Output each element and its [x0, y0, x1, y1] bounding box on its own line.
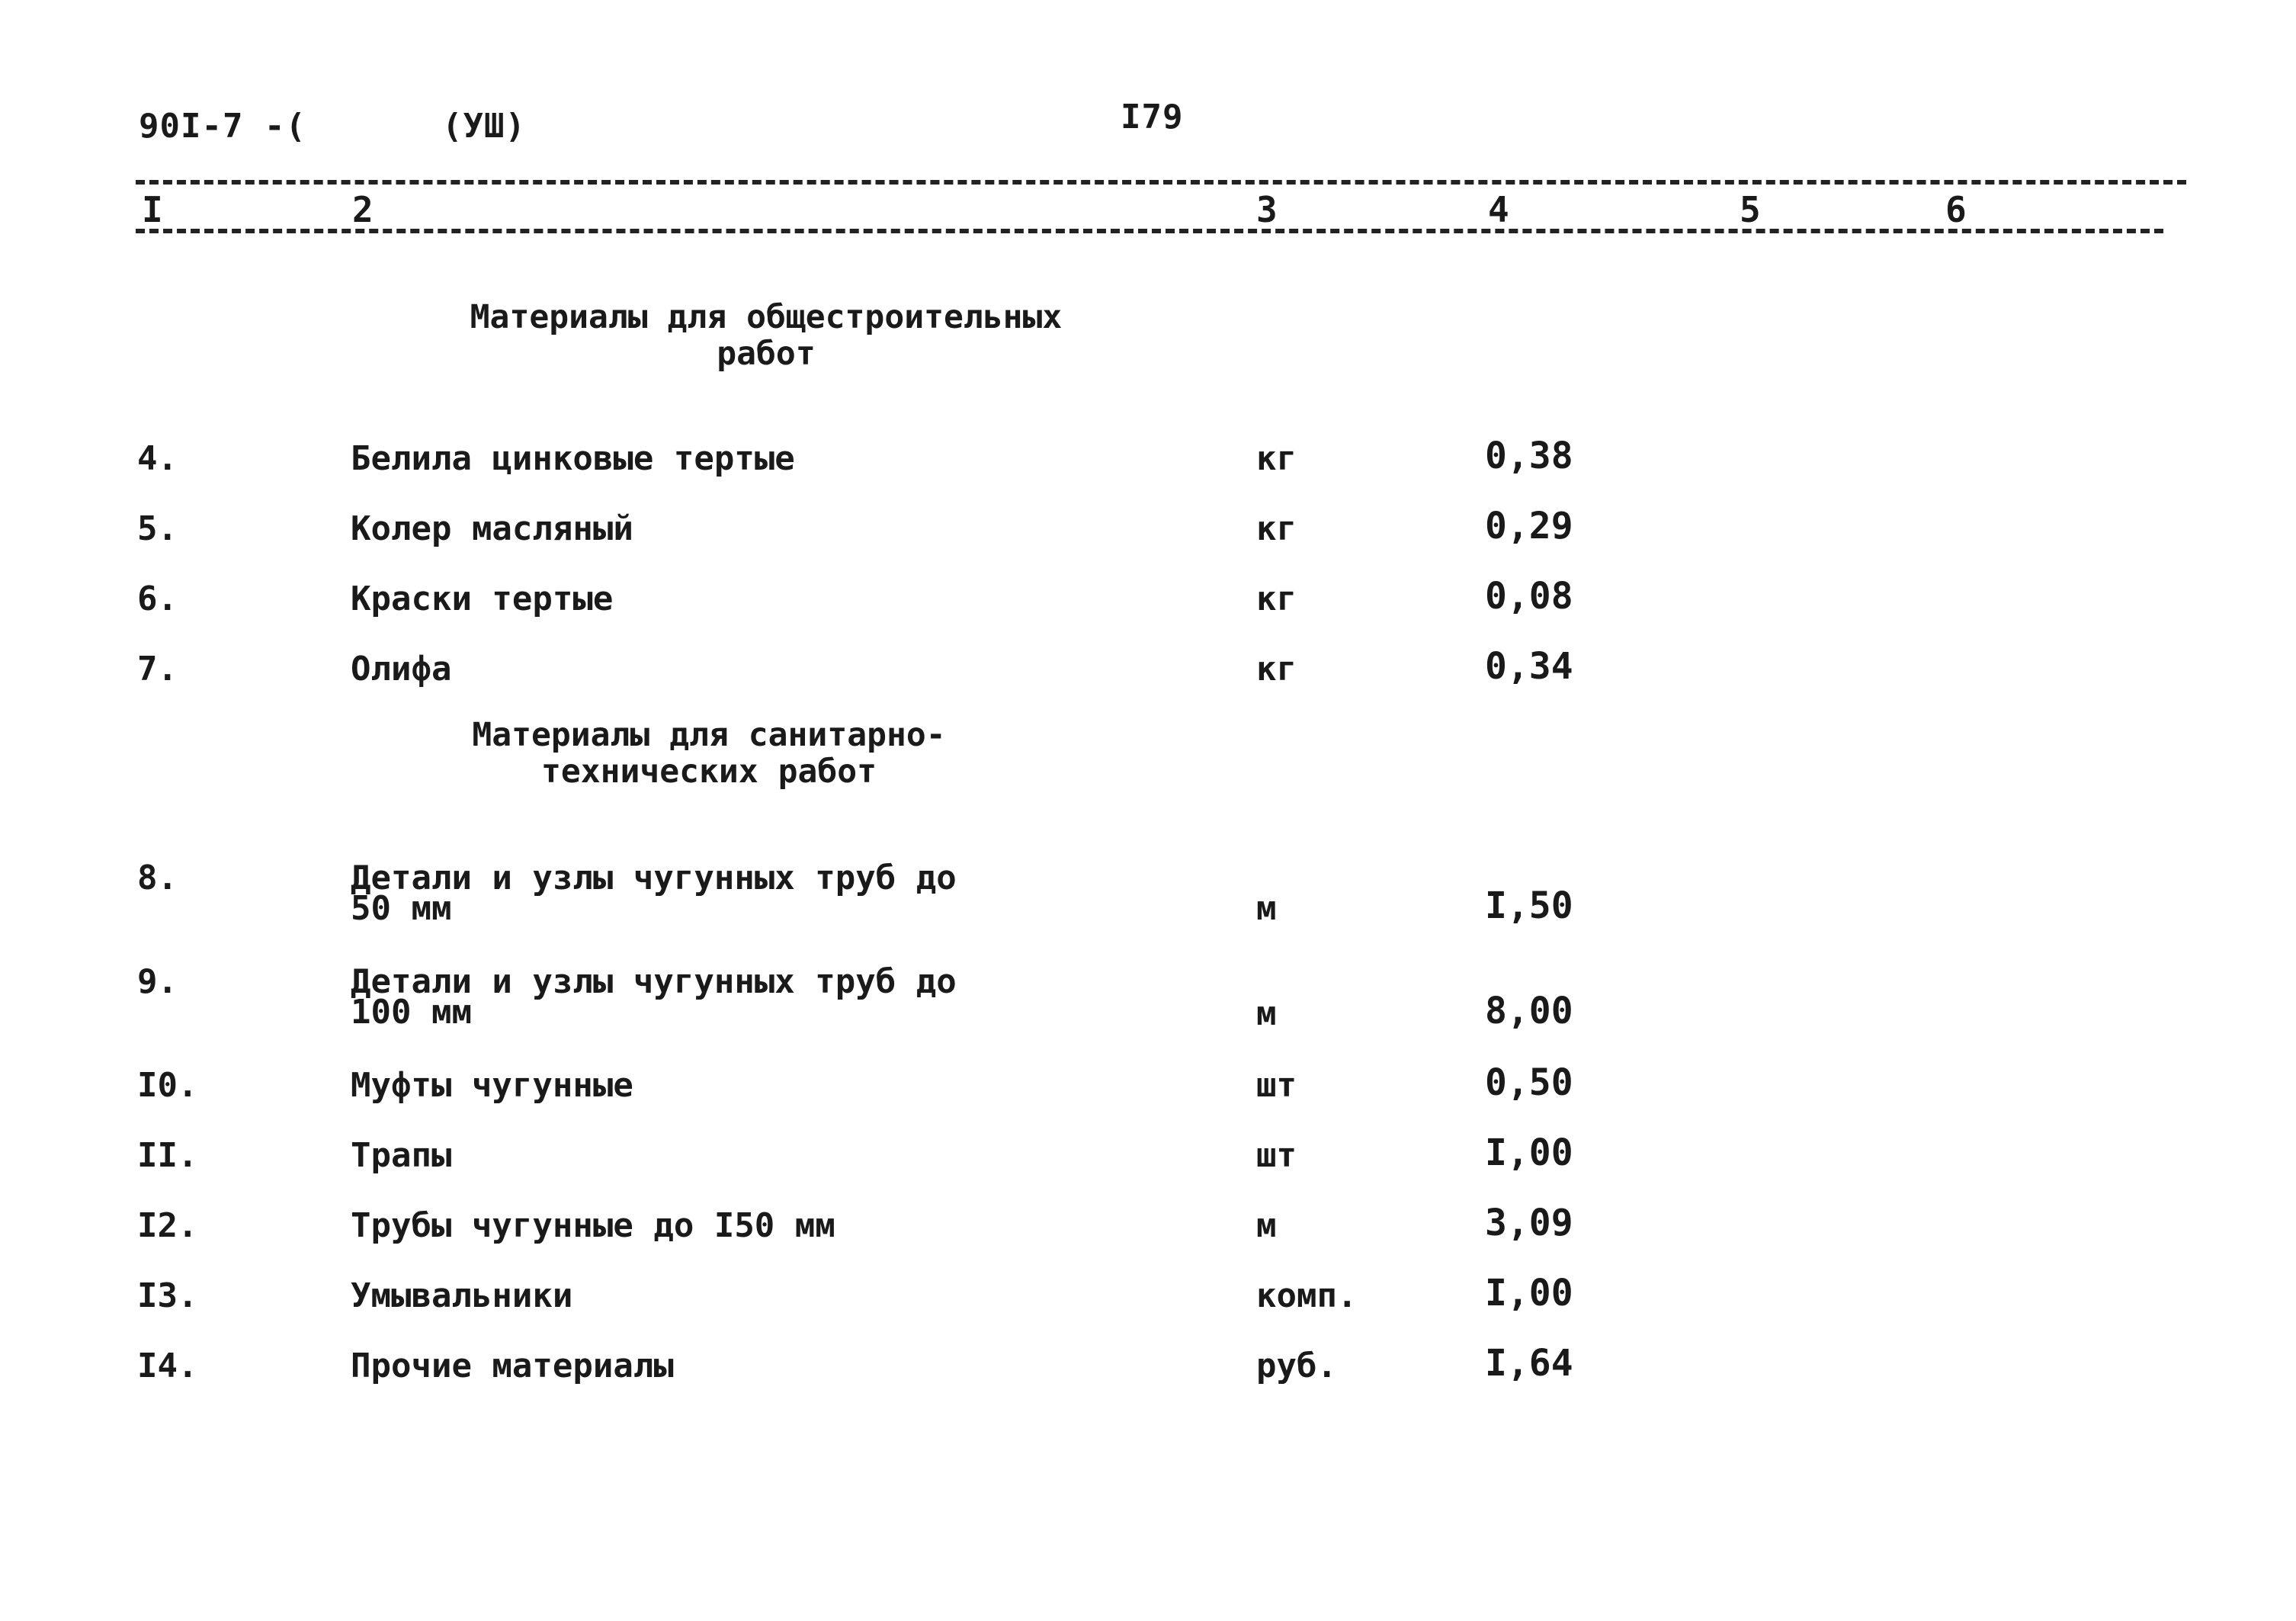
- section-heading-line: работ: [717, 335, 816, 373]
- row-unit: шт: [1256, 1136, 1297, 1175]
- row-unit: кг: [1256, 439, 1297, 478]
- row-number: I2.: [137, 1206, 198, 1245]
- section-heading-plumbing: [442, 717, 976, 790]
- row-quantity: 0,34: [1485, 645, 1573, 688]
- document-code: 90I-7 -(: [139, 107, 306, 146]
- row-material-name: Колер масляный: [351, 509, 633, 548]
- header-rule-bottom: [136, 229, 2163, 233]
- row-quantity: 3,09: [1485, 1202, 1573, 1244]
- row-unit: шт: [1256, 1066, 1297, 1105]
- row-unit: м: [1256, 1206, 1277, 1245]
- document-part: (УШ): [442, 107, 526, 146]
- column-number-6: 6: [1945, 189, 1967, 230]
- row-quantity: 8,00: [1485, 990, 1573, 1032]
- row-number: 5.: [137, 509, 178, 548]
- row-number: I3.: [137, 1276, 198, 1315]
- row-material-name: Умывальники: [351, 1276, 573, 1315]
- row-material-name: Краски тертые: [351, 579, 614, 618]
- row-quantity: 0,38: [1485, 435, 1573, 477]
- row-material-name: [351, 860, 957, 927]
- section-heading-line: Материалы для санитарно-: [472, 716, 946, 754]
- row-number: 8.: [137, 859, 178, 897]
- column-number-3: 3: [1256, 189, 1278, 230]
- row-unit: м: [1256, 994, 1277, 1033]
- row-material-name: Белила цинковые тертые: [351, 439, 795, 478]
- row-quantity: I,00: [1485, 1272, 1573, 1314]
- row-material-name-line: 50 мм: [351, 889, 452, 928]
- row-number: 4.: [137, 439, 178, 478]
- row-unit: м: [1256, 889, 1277, 928]
- row-number: I4.: [137, 1347, 198, 1385]
- page-number: I79: [1121, 98, 1184, 136]
- row-unit: кг: [1256, 579, 1297, 618]
- row-quantity: 0,29: [1485, 505, 1573, 547]
- row-material-name: Муфты чугунные: [351, 1066, 633, 1105]
- row-material-name: Прочие материалы: [351, 1347, 674, 1385]
- row-quantity: I,50: [1485, 884, 1573, 927]
- row-material-name: Трапы: [351, 1136, 452, 1175]
- row-number: I0.: [137, 1066, 198, 1105]
- row-material-name: Олифа: [351, 650, 452, 689]
- row-number: 9.: [137, 962, 178, 1001]
- row-material-name-line: 100 мм: [351, 993, 472, 1032]
- column-number-2: 2: [352, 189, 374, 230]
- column-number-1: I: [142, 189, 163, 230]
- row-material-name-line: Детали и узлы чугунных труб до: [351, 859, 957, 897]
- section-heading-line: Материалы для общестроительных: [470, 298, 1063, 336]
- row-number: 7.: [137, 650, 178, 689]
- row-quantity: I,00: [1485, 1131, 1573, 1174]
- header-rule-top: [136, 180, 2186, 185]
- row-quantity: 0,50: [1485, 1061, 1573, 1104]
- row-quantity: I,64: [1485, 1342, 1573, 1385]
- row-quantity: 0,08: [1485, 575, 1573, 618]
- row-number: II.: [137, 1136, 198, 1175]
- row-material-name: Трубы чугунные до I50 мм: [351, 1206, 835, 1245]
- row-unit: кг: [1256, 650, 1297, 689]
- row-number: 6.: [137, 579, 178, 618]
- row-unit: комп.: [1256, 1276, 1358, 1315]
- section-heading-line: технических работ: [540, 753, 877, 791]
- section-heading-general-construction: [423, 299, 1109, 372]
- row-unit: кг: [1256, 509, 1297, 548]
- column-number-5: 5: [1740, 189, 1761, 230]
- column-number-4: 4: [1488, 189, 1509, 230]
- row-material-name-line: Детали и узлы чугунных труб до: [351, 962, 957, 1001]
- row-material-name: [351, 964, 957, 1031]
- row-unit: руб.: [1256, 1347, 1337, 1385]
